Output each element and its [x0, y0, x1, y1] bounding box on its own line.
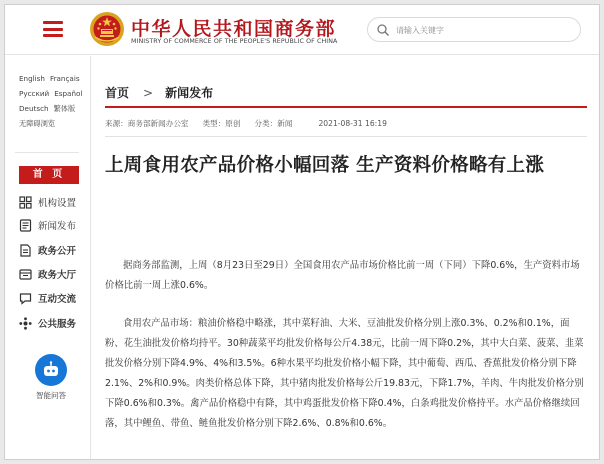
lang-traditional-chinese[interactable]: 繁体版 [53, 104, 76, 113]
page-frame [4, 4, 600, 460]
divider [15, 152, 79, 153]
article-paragraph: 食用农产品市场：粮油价格稳中略涨，其中菜籽油、大米、豆油批发价格分别上涨0.3%、0.2%和0.1%，面粉、花生油批发价格均持平。30种蔬菜平均批发价格每公斤4.38元，比前一周下降0.2%，其中大白菜、菠菜、韭菜批发价格分别下降4.9%、4%和3.5%。6种水果平均批发价格小幅下降，其中葡萄、西瓜、香蕉批发价格分别下降2.1%、2%和0.9%。肉类价格总体下降，其中猪肉批发价格每公斤19.83元，下降1.7%，羊肉、牛肉批发价格分别下降0.6%和0.3%。禽产品价格稳中有降，其中鸡蛋批发价格下降0.4%，白条鸡批发价格持平。水产品价格继续回落，其中鲤鱼、带鱼、鲢鱼批发价格分别下降2.6%、0.8%和0.6%。 [105, 318, 584, 429]
sidebar-item-label: 政务大厅 [38, 270, 77, 281]
lang-spanish[interactable]: Español [54, 89, 83, 98]
lang-french[interactable]: Français [49, 74, 80, 83]
search-box[interactable] [367, 17, 581, 42]
breadcrumb-news[interactable]: 新闻发布 [165, 86, 214, 100]
sidebar-item-label: 机构设置 [38, 198, 77, 209]
language-switcher [19, 74, 85, 134]
lang-german[interactable]: Deutsch [19, 104, 49, 113]
divider [105, 136, 587, 137]
smart-qa-label: 智能问答 [36, 391, 66, 400]
lang-russian[interactable]: Русский [19, 89, 50, 98]
sidebar-item-organization[interactable] [19, 194, 76, 210]
sidebar-item-label: 公共服务 [38, 319, 77, 330]
sidebar-item-home[interactable]: 首 页 [19, 166, 79, 184]
sidebar-item-public-affairs[interactable] [19, 242, 76, 258]
service-icon [19, 317, 32, 330]
search-input[interactable] [396, 22, 566, 38]
sidebar-item-interaction[interactable] [19, 290, 76, 306]
robot-icon [35, 354, 67, 386]
sidebar-item-label: 政务公开 [38, 246, 77, 257]
news-icon [19, 219, 32, 232]
article-title: 上周食用农产品价格小幅回落 生产资料价格略有上涨 [105, 155, 545, 176]
site-header [5, 5, 600, 55]
menu-icon[interactable] [43, 21, 63, 37]
sidebar [5, 56, 91, 460]
sidebar-item-public-service[interactable] [19, 315, 76, 331]
sidebar-item-label: 新闻发布 [38, 221, 77, 232]
breadcrumb [105, 84, 213, 101]
article-paragraph: 据商务部监测，上周（8月23日至29日）全国食用农产品市场价格比前一周（下同）下降0.6%，生产资料市场价格比前一周上涨0.6%。 [105, 260, 580, 291]
article-category: 分类：新闻 [254, 119, 293, 128]
national-emblem-logo[interactable] [89, 11, 125, 47]
org-icon [19, 196, 32, 209]
chevron-right-icon: > [143, 86, 154, 100]
site-title-en: MINISTRY OF COMMERCE OF THE PEOPLE'S REPUBLIC OF CHINA [131, 38, 338, 45]
lang-english[interactable]: English [19, 74, 45, 83]
sidebar-item-news[interactable] [19, 217, 76, 233]
hall-icon [19, 268, 32, 281]
sidebar-item-service-hall[interactable] [19, 266, 76, 282]
site-title-cn: 中华人民共和国商务部 [131, 18, 337, 40]
chat-icon [19, 292, 32, 305]
sidebar-item-label: 互动交流 [38, 294, 77, 305]
breadcrumb-home[interactable]: 首页 [105, 86, 130, 100]
article-type: 类型：原创 [202, 119, 241, 128]
article-source: 来源：商务部新闻办公室 [105, 119, 189, 128]
search-icon[interactable] [376, 23, 390, 37]
article-date: 2021-08-31 16:19 [318, 119, 387, 128]
main-content [91, 56, 600, 460]
divider [105, 106, 587, 108]
accessibility-link[interactable]: 无障碍浏览 [19, 119, 55, 128]
smart-qa-button[interactable] [31, 354, 71, 401]
article-meta [105, 118, 387, 129]
document-icon [19, 244, 32, 257]
